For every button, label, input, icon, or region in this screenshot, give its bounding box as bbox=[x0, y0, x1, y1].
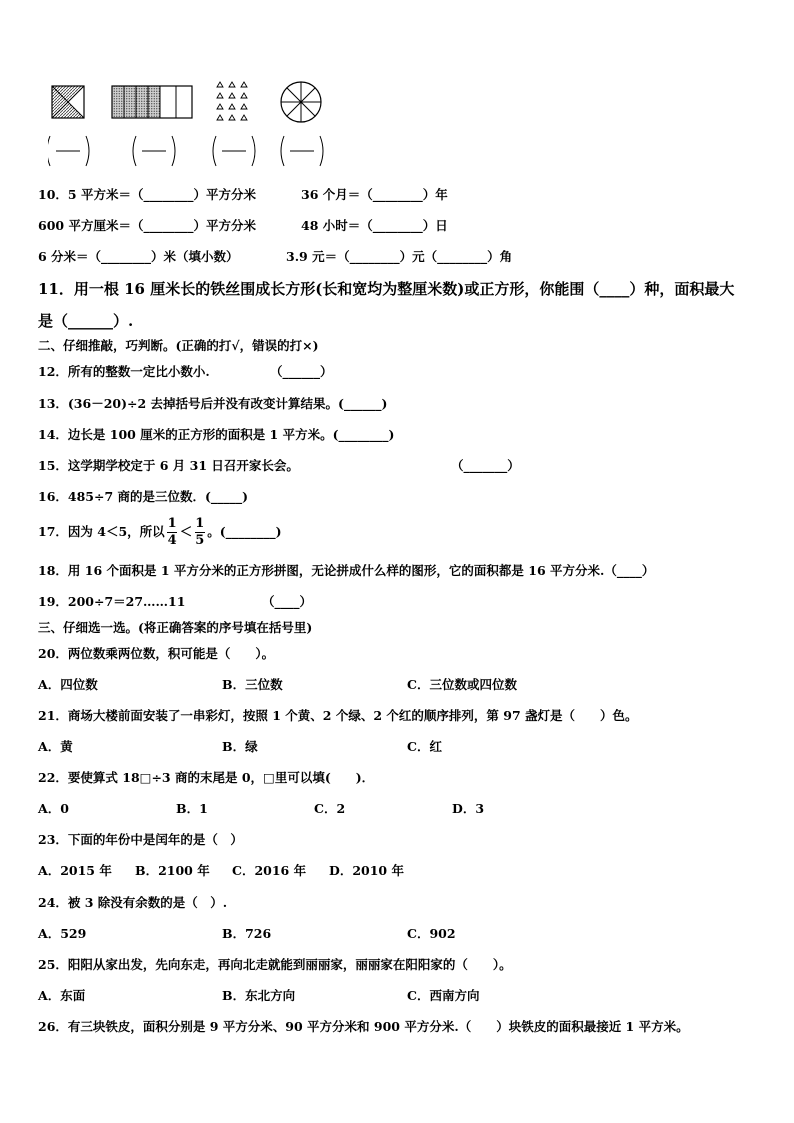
option-d: D．2010 年 bbox=[329, 863, 404, 878]
question-14: 14．边长是 100 厘米的正方形的面积是 1 平方米。(________) bbox=[38, 427, 395, 442]
option-a: A．2015 年 bbox=[38, 863, 112, 878]
question-19 bbox=[38, 594, 313, 610]
option-a: A．四位数 bbox=[38, 677, 98, 692]
option-d: D．3 bbox=[452, 801, 485, 816]
q10-item-c: 600 平方厘米＝（________）平方分米 bbox=[38, 218, 256, 233]
fraction-answer-blanks bbox=[48, 136, 323, 166]
question-22-stem: 22．要使算式 18□÷3 商的末尾是 0，□里可以填( )． bbox=[38, 770, 375, 785]
less-than-sign: ＜ bbox=[179, 524, 193, 539]
fraction-figures bbox=[48, 80, 348, 172]
option-a: A．529 bbox=[38, 926, 87, 941]
q19-blank: （____） bbox=[262, 594, 313, 609]
question-15 bbox=[38, 458, 520, 474]
question-12 bbox=[38, 364, 333, 380]
q15-text: 15．这学期学校定于 6 月 31 日召开家长会。 bbox=[38, 458, 299, 473]
section-3-heading: 三、仔细选一选。(将正确答案的序号填在括号里) bbox=[38, 620, 313, 635]
q17-blank: 。(________) bbox=[207, 524, 282, 539]
option-c: C．三位数或四位数 bbox=[407, 677, 517, 692]
question-16: 16．485÷7 商的是三位数．(_____) bbox=[38, 489, 249, 504]
fraction-figures-drawing bbox=[48, 80, 348, 172]
option-b: B．绿 bbox=[222, 739, 258, 754]
question-21-stem: 21．商场大楼前面安装了一串彩灯，按照 1 个黄、2 个绿、2 个红的顺序排列，第 97 盏灯是（ ）色。 bbox=[38, 708, 638, 723]
option-a: A．东面 bbox=[38, 988, 86, 1003]
section-2-heading: 二、仔细推敲，巧判断。(正确的打√，错误的打×) bbox=[38, 338, 319, 353]
q15-blank: （_______） bbox=[451, 458, 520, 473]
q17-text: 17．因为 4＜5，所以 bbox=[38, 524, 165, 539]
question-25-stem: 25．阳阳从家出发，先向东走，再向北走就能到丽丽家，丽丽家在阳阳家的（ ）。 bbox=[38, 957, 512, 972]
question-11-line-1: 11．用一根 16 厘米长的铁丝围成长方形(长和宽均为整厘米数)或正方形，你能围（____）种，面积最大 bbox=[38, 280, 735, 298]
question-13: 13．(36－20)÷2 去掉括号后并没有改变计算结果。(______) bbox=[38, 396, 388, 411]
q12-blank: （______） bbox=[270, 364, 333, 379]
option-c: C．2 bbox=[314, 801, 346, 816]
fraction-one-fifth: $\frac{1}{5}$ bbox=[195, 516, 205, 548]
option-c: C．2016 年 bbox=[232, 863, 307, 878]
q12-text: 12．所有的整数一定比小数小. bbox=[38, 364, 210, 379]
option-b: B．1 bbox=[176, 801, 208, 816]
q10-item-a: 10．5 平方米＝（________）平方分米 bbox=[38, 187, 256, 202]
q10-item-f: 3.9 元＝（________）元（________）角 bbox=[286, 249, 513, 264]
option-a: A．0 bbox=[38, 801, 69, 816]
question-11-line-2: 是（______）. bbox=[38, 312, 134, 330]
question-18: 18．用 16 个面积是 1 平方分米的正方形拼图，无论拼成什么样的图形，它的面积都是 16 平方分米.（____） bbox=[38, 563, 655, 578]
option-c: C．红 bbox=[407, 739, 442, 754]
option-a: A．黄 bbox=[38, 739, 73, 754]
q10-item-d: 48 小时＝（________）日 bbox=[301, 218, 448, 233]
question-24-stem: 24．被 3 除没有余数的是（ ）. bbox=[38, 895, 228, 910]
q10-item-b: 36 个月＝（________）年 bbox=[301, 187, 448, 202]
question-26: 26．有三块铁皮，面积分别是 9 平方分米、90 平方分米和 900 平方分米.（ ）块铁皮的面积最接近 1 平方米。 bbox=[38, 1019, 689, 1034]
option-b: B．726 bbox=[222, 926, 272, 941]
strip-figure bbox=[112, 86, 192, 118]
q10-item-e: 6 分米＝（________）米（填小数） bbox=[38, 249, 239, 264]
question-17 bbox=[38, 514, 282, 550]
question-23-stem: 23．下面的年份中是闰年的是（ ） bbox=[38, 832, 243, 847]
option-c: C．西南方向 bbox=[407, 988, 480, 1003]
option-b: B．东北方向 bbox=[222, 988, 296, 1003]
fraction-one-quarter: $\frac{1}{4}$ bbox=[167, 516, 177, 548]
option-c: C．902 bbox=[407, 926, 456, 941]
circle-figure bbox=[281, 82, 321, 122]
option-b: B．三位数 bbox=[222, 677, 283, 692]
square-figure bbox=[52, 86, 84, 118]
q19-text: 19．200÷7＝27……11 bbox=[38, 594, 186, 609]
question-20-stem: 20．两位数乘两位数，积可能是（ ）。 bbox=[38, 646, 275, 661]
option-b: B．2100 年 bbox=[135, 863, 210, 878]
triangles-figure bbox=[217, 82, 247, 120]
